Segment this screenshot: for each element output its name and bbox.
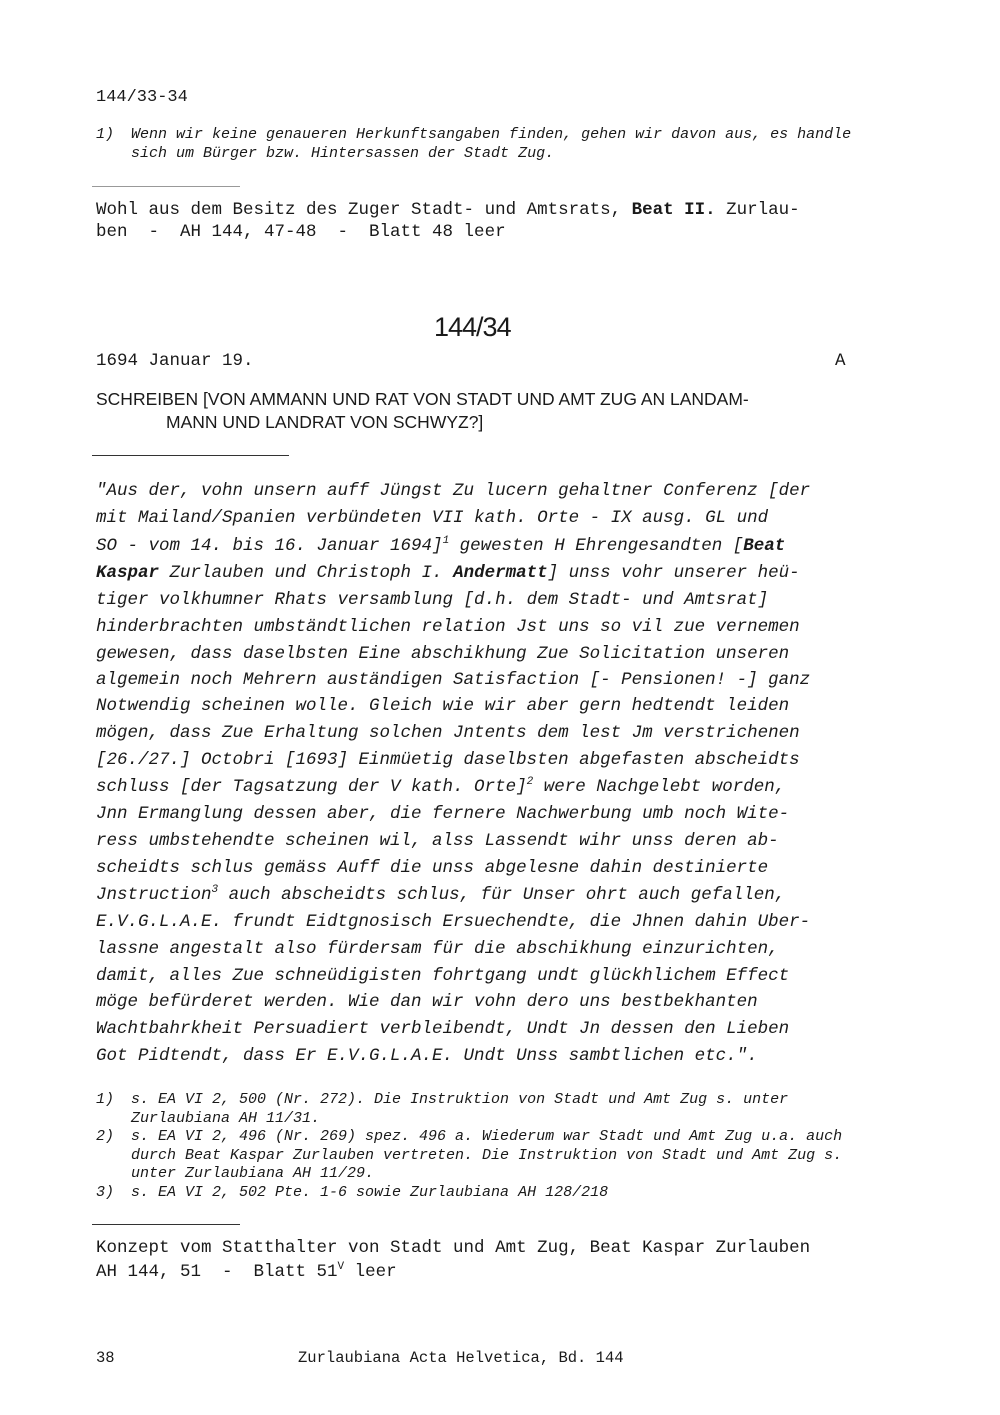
prev-source-line2: ben - AH 144, 47-48 - Blatt 48 leer <box>96 222 506 242</box>
body-text: SO - vom 14. bis 16. Januar 1694] <box>96 536 443 556</box>
entry-marker: A <box>835 351 846 371</box>
body-line: [26./27.] Octobri [1693] Einmüetig daselbsten abgefasten abscheidts <box>96 750 800 770</box>
prev-source <box>96 199 800 243</box>
source-text: AH 144, 51 - Blatt 51 <box>96 1262 338 1282</box>
body-line: gewesen, dass daselbsten Eine abschikhung Zue Solicitation unseren <box>96 644 790 664</box>
body-bold: Beat <box>743 536 786 556</box>
body-line: Got Pidtendt, dass Er E.V.G.L.A.E. Undt Unss sambtlichen etc.". <box>96 1046 758 1066</box>
entry-number: 144/34 <box>434 312 511 342</box>
body-text: Zurlauben und Christoph I. <box>159 563 454 583</box>
entry-title-line2: MANN UND LANDRAT VON SCHWYZ?] <box>166 412 484 432</box>
body-line: "Aus der, vohn unsern auff Jüngst Zu lucern gehaltner Conferenz [der <box>96 481 811 501</box>
entry-date: 1694 Januar 19. <box>96 351 254 371</box>
body-text: Jnstruction <box>96 885 212 905</box>
body-line <box>96 885 785 905</box>
body-bold: Kaspar <box>96 563 160 583</box>
source-line1: Konzept vom Statthalter von Stadt und Amt Zug, Beat Kaspar Zurlauben <box>96 1238 811 1258</box>
divider <box>92 186 240 187</box>
body-line: algemein noch Mehrern auständigen Satisfaction [- Pensionen! -] ganz <box>96 670 811 690</box>
footnote-number: 1) <box>96 126 115 143</box>
source-line2 <box>96 1262 397 1282</box>
body-line: hinderbrachten umbständtlichen relation Jst uns so vil zue vernemen <box>96 617 800 637</box>
body-text: gewesten H Ehrengesandten [ <box>449 536 744 556</box>
body-text: schluss [der Tagsatzung der V kath. Orte] <box>96 777 527 797</box>
footnote-text: s. EA VI 2, 502 Pte. 1-6 sowie Zurlaubiana AH 128/218 <box>131 1184 609 1201</box>
body-text: auch abscheidts schlus, für Unser ohrt auch gefallen, <box>218 885 786 905</box>
body-line: mit Mailand/Spanien verbündeten VII kath. Orte - IX ausg. GL und <box>96 508 769 528</box>
body-line: Wachtbahrkheit Persuadiert verbleibendt, Undt Jn dessen den Lieben <box>96 1019 790 1039</box>
body-line: ress umbstehendte scheinen wil, alss Lassendt wihr unss deren ab- <box>96 831 779 851</box>
body-line: scheidts schlus gemäss Auff die unss abgelesne dahin destinierte <box>96 858 769 878</box>
prev-source-text: Zurlau- <box>715 200 800 220</box>
footnote-number: 2) <box>96 1128 115 1145</box>
divider <box>92 455 289 456</box>
footnote-ref: 2 <box>526 776 534 789</box>
footnote-text: s. EA VI 2, 496 (Nr. 269) spez. 496 a. Wiederum war Stadt und Amt Zug u.a. auch durch Beat Kaspar Zurlauben vertreten. Die Instruktion von Stadt und Amt Zug s. unter Zurlaubiana AH 11/29. <box>131 1128 843 1182</box>
footnote-text: Wenn wir keine genaueren Herkunftsangaben finden, gehen wir davon aus, es handle sich um Bürger bzw. Hintersassen der Stadt Zug. <box>131 126 852 162</box>
page-header-ref: 144/33-34 <box>96 88 188 107</box>
body-line: lassne angestalt also fürdersam für die abschikhung einzurichten, <box>96 939 779 959</box>
body-text: were Nachgelebt worden, <box>533 777 786 797</box>
body-text: ] unss vohr unserer heü- <box>547 563 800 583</box>
footer-title: Zurlaubiana Acta Helvetica, Bd. 144 <box>298 1349 624 1367</box>
prev-source-text: Wohl aus dem Besitz des Zuger Stadt- und Amtsrats, <box>96 200 632 220</box>
body-line: mögen, dass Zue Erhaltung solchen Jntents dem lest Jm verstrichenen <box>96 723 800 743</box>
footnote-ref: 1 <box>442 535 450 548</box>
body-line: möge befürderet werden. Wie dan wir vohn dero uns bestbekhanten <box>96 992 758 1012</box>
body-line <box>96 563 800 583</box>
source-text: leer <box>344 1262 397 1282</box>
prev-source-bold: Beat II. <box>631 200 716 220</box>
body-line <box>96 777 785 797</box>
divider <box>92 1224 240 1225</box>
body-line: E.V.G.L.A.E. frundt Eidtgnosisch Ersuechendte, die Jhnen dahin Uber- <box>96 912 811 932</box>
footnote-text: s. EA VI 2, 500 (Nr. 272). Die Instruktion von Stadt und Amt Zug s. unter Zurlaubiana AH 11/31. <box>131 1091 789 1127</box>
entry-title-line1: SCHREIBEN [VON AMMANN UND RAT VON STADT UND AMT ZUG AN LANDAM- <box>96 389 749 409</box>
footnote-number: 3) <box>96 1184 115 1201</box>
body-line: tiger volkhumner Rhats versamblung [d.h. dem Stadt- und Amtsrat] <box>96 590 769 610</box>
body-line: Notwendig scheinen wolle. Gleich wie wir aber gern hedtendt leiden <box>96 696 790 716</box>
page-number: 38 <box>96 1349 115 1367</box>
superscript: V <box>337 1261 345 1274</box>
body-line: Jnn Ermanglung dessen aber, die fernere Nachwerbung umb noch Wite- <box>96 804 790 824</box>
footnote-number: 1) <box>96 1091 115 1108</box>
body-line <box>96 536 785 556</box>
body-bold: Andermatt <box>453 563 548 583</box>
footnote-ref: 3 <box>211 884 219 897</box>
body-line: damit, alles Zue schneüdigisten fohrtgang undt glückhlichem Effect <box>96 966 790 986</box>
